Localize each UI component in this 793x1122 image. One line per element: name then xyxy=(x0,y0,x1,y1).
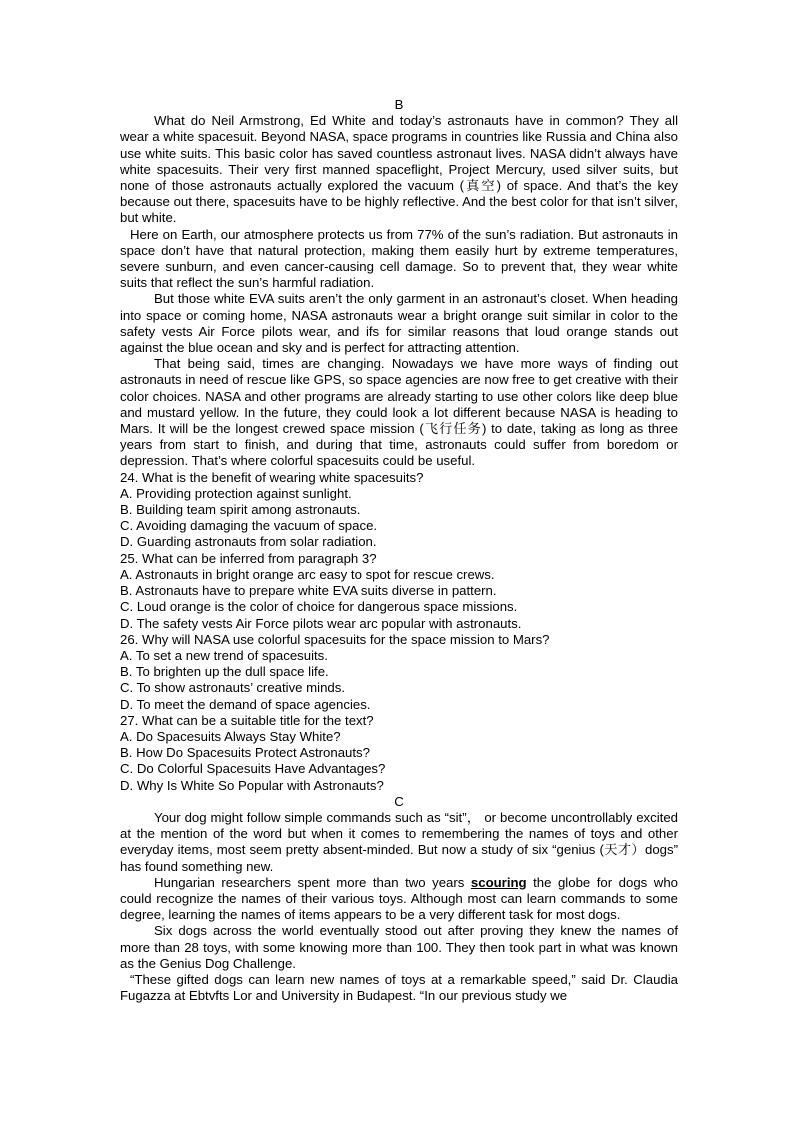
question-option: B. To brighten up the dull space life. xyxy=(120,664,329,680)
section-b-heading: B xyxy=(394,97,404,112)
question-option: C. Loud orange is the color of choice for dangerous space missions. xyxy=(120,599,518,615)
question-option: C. Avoiding damaging the vacuum of space. xyxy=(120,518,378,534)
section-b-paragraph-1: What do Neil Armstrong, Ed White and today’s astronauts have in common? They all wear a white spacesuit. Beyond NASA, space programs in countries like Russia and China also use white suits. This basic color has saved countless astronaut lives. NASA didn’t always have white spacesuits. Their very first manned spaceflight, Project Mercury, used silver suits, but none of those astronauts actually explored the vacuum (真空) of space. And that’s the key because out there, spacesuits have to be highly reflective. And the best color for that isn’t silver, but white. xyxy=(120,113,678,226)
question-option: A. To set a new trend of spacesuits. xyxy=(120,647,328,663)
question-stem: 26. Why will NASA use colorful spacesuits for the space mission to Mars? xyxy=(120,631,550,647)
section-c-paragraph-3: Six dogs across the world eventually stood out after proving they knew the names of more than 28 toys, with some knowing more than 100. They then took part in what was known as the Genius Dog Challenge. xyxy=(120,923,678,971)
section-c-paragraph-1: Your dog might follow simple commands such as “sit”， or become uncontrollably excited at the mention of the word but when it comes to remembering the names of toys and other everyday items, most seem pretty absent-minded. But now a study of six “genius (天才）dogs” has found something new. xyxy=(120,809,678,874)
question-26 xyxy=(120,632,678,713)
section-c-heading: C xyxy=(394,793,404,809)
question-option: D. Guarding astronauts from solar radiation. xyxy=(120,534,377,550)
question-24 xyxy=(120,470,678,551)
question-option: C. Do Colorful Spacesuits Have Advantages? xyxy=(120,761,386,777)
paragraph-text: Hungarian researchers spent more than two years xyxy=(154,874,471,890)
question-option: D. Why Is White So Popular with Astronauts? xyxy=(120,777,384,793)
section-c-paragraph-4: “These gifted dogs can learn new names of toys at a remarkable speed,” said Dr. Claudia Fugazza at Ebtvfts Lor and University in Budapest. “In our previous study we xyxy=(120,971,678,1004)
question-option: A. Do Spacesuits Always Stay White? xyxy=(120,728,341,744)
question-stem: 25. What can be inferred from paragraph 3? xyxy=(120,550,377,566)
question-option: D. To meet the demand of space agencies. xyxy=(120,696,371,712)
highlighted-keyword: scouring xyxy=(470,874,527,890)
paragraph-text: the globe for dogs who could recognize the names of their various toys. Although most can learn commands to some degree, learning the names of items appears to be a very different task for most dogs. xyxy=(120,874,678,923)
question-27 xyxy=(120,713,678,794)
question-option: A. Providing protection against sunlight. xyxy=(120,485,352,501)
question-option: A. Astronauts in bright orange arc easy to spot for rescue crews. xyxy=(120,566,495,582)
question-option: B. How Do Spacesuits Protect Astronauts? xyxy=(120,745,370,761)
question-option: B. Astronauts have to prepare white EVA suits diverse in pattern. xyxy=(120,583,497,599)
question-option: D. The safety vests Air Force pilots wear arc popular with astronauts. xyxy=(120,615,522,631)
question-option: C. To show astronauts’ creative minds. xyxy=(120,680,346,696)
question-option: B. Building team spirit among astronauts. xyxy=(120,502,361,518)
question-25 xyxy=(120,551,678,632)
document-page xyxy=(120,97,678,1004)
section-c-paragraph-2 xyxy=(120,875,678,924)
section-b-paragraph-3: But those white EVA suits aren’t the only garment in an astronaut’s closet. When heading into space or coming home, NASA astronauts wear a bright orange suit similar in color to the safety vests Air Force pilots wear, and ifs for similar reasons that loud orange stands out against the blue ocean and sky and is perfect for attracting attention. xyxy=(120,291,678,356)
section-b-paragraph-2: Here on Earth, our atmosphere protects us from 77% of the sun’s radiation. But astronauts in space don’t have that natural protection, making them easily hurt by extreme temperatures, severe sunburn, and even cancer-causing cell damage. So to prevent that, they wear white suits that reflect the sun’s harmful radiation. xyxy=(120,226,678,291)
section-b-paragraph-4: That being said, times are changing. Nowadays we have more ways of finding out astronauts in need of rescue like GPS, so space agencies are now free to get creative with their color choices. NASA and other programs are already starting to use other colors like deep blue and mustard yellow. In the future, they could look a lot different because NASA is heading to Mars. It will be the longest crewed space mission (飞行任务) to date, taking as long as three years from start to finish, and during that time, astronauts could suffer from boredom or depression. That’s where colorful spacesuits could be useful. xyxy=(120,356,678,469)
question-stem: 27. What can be a suitable title for the text? xyxy=(120,712,374,728)
question-stem: 24. What is the benefit of wearing white spacesuits? xyxy=(120,469,424,485)
